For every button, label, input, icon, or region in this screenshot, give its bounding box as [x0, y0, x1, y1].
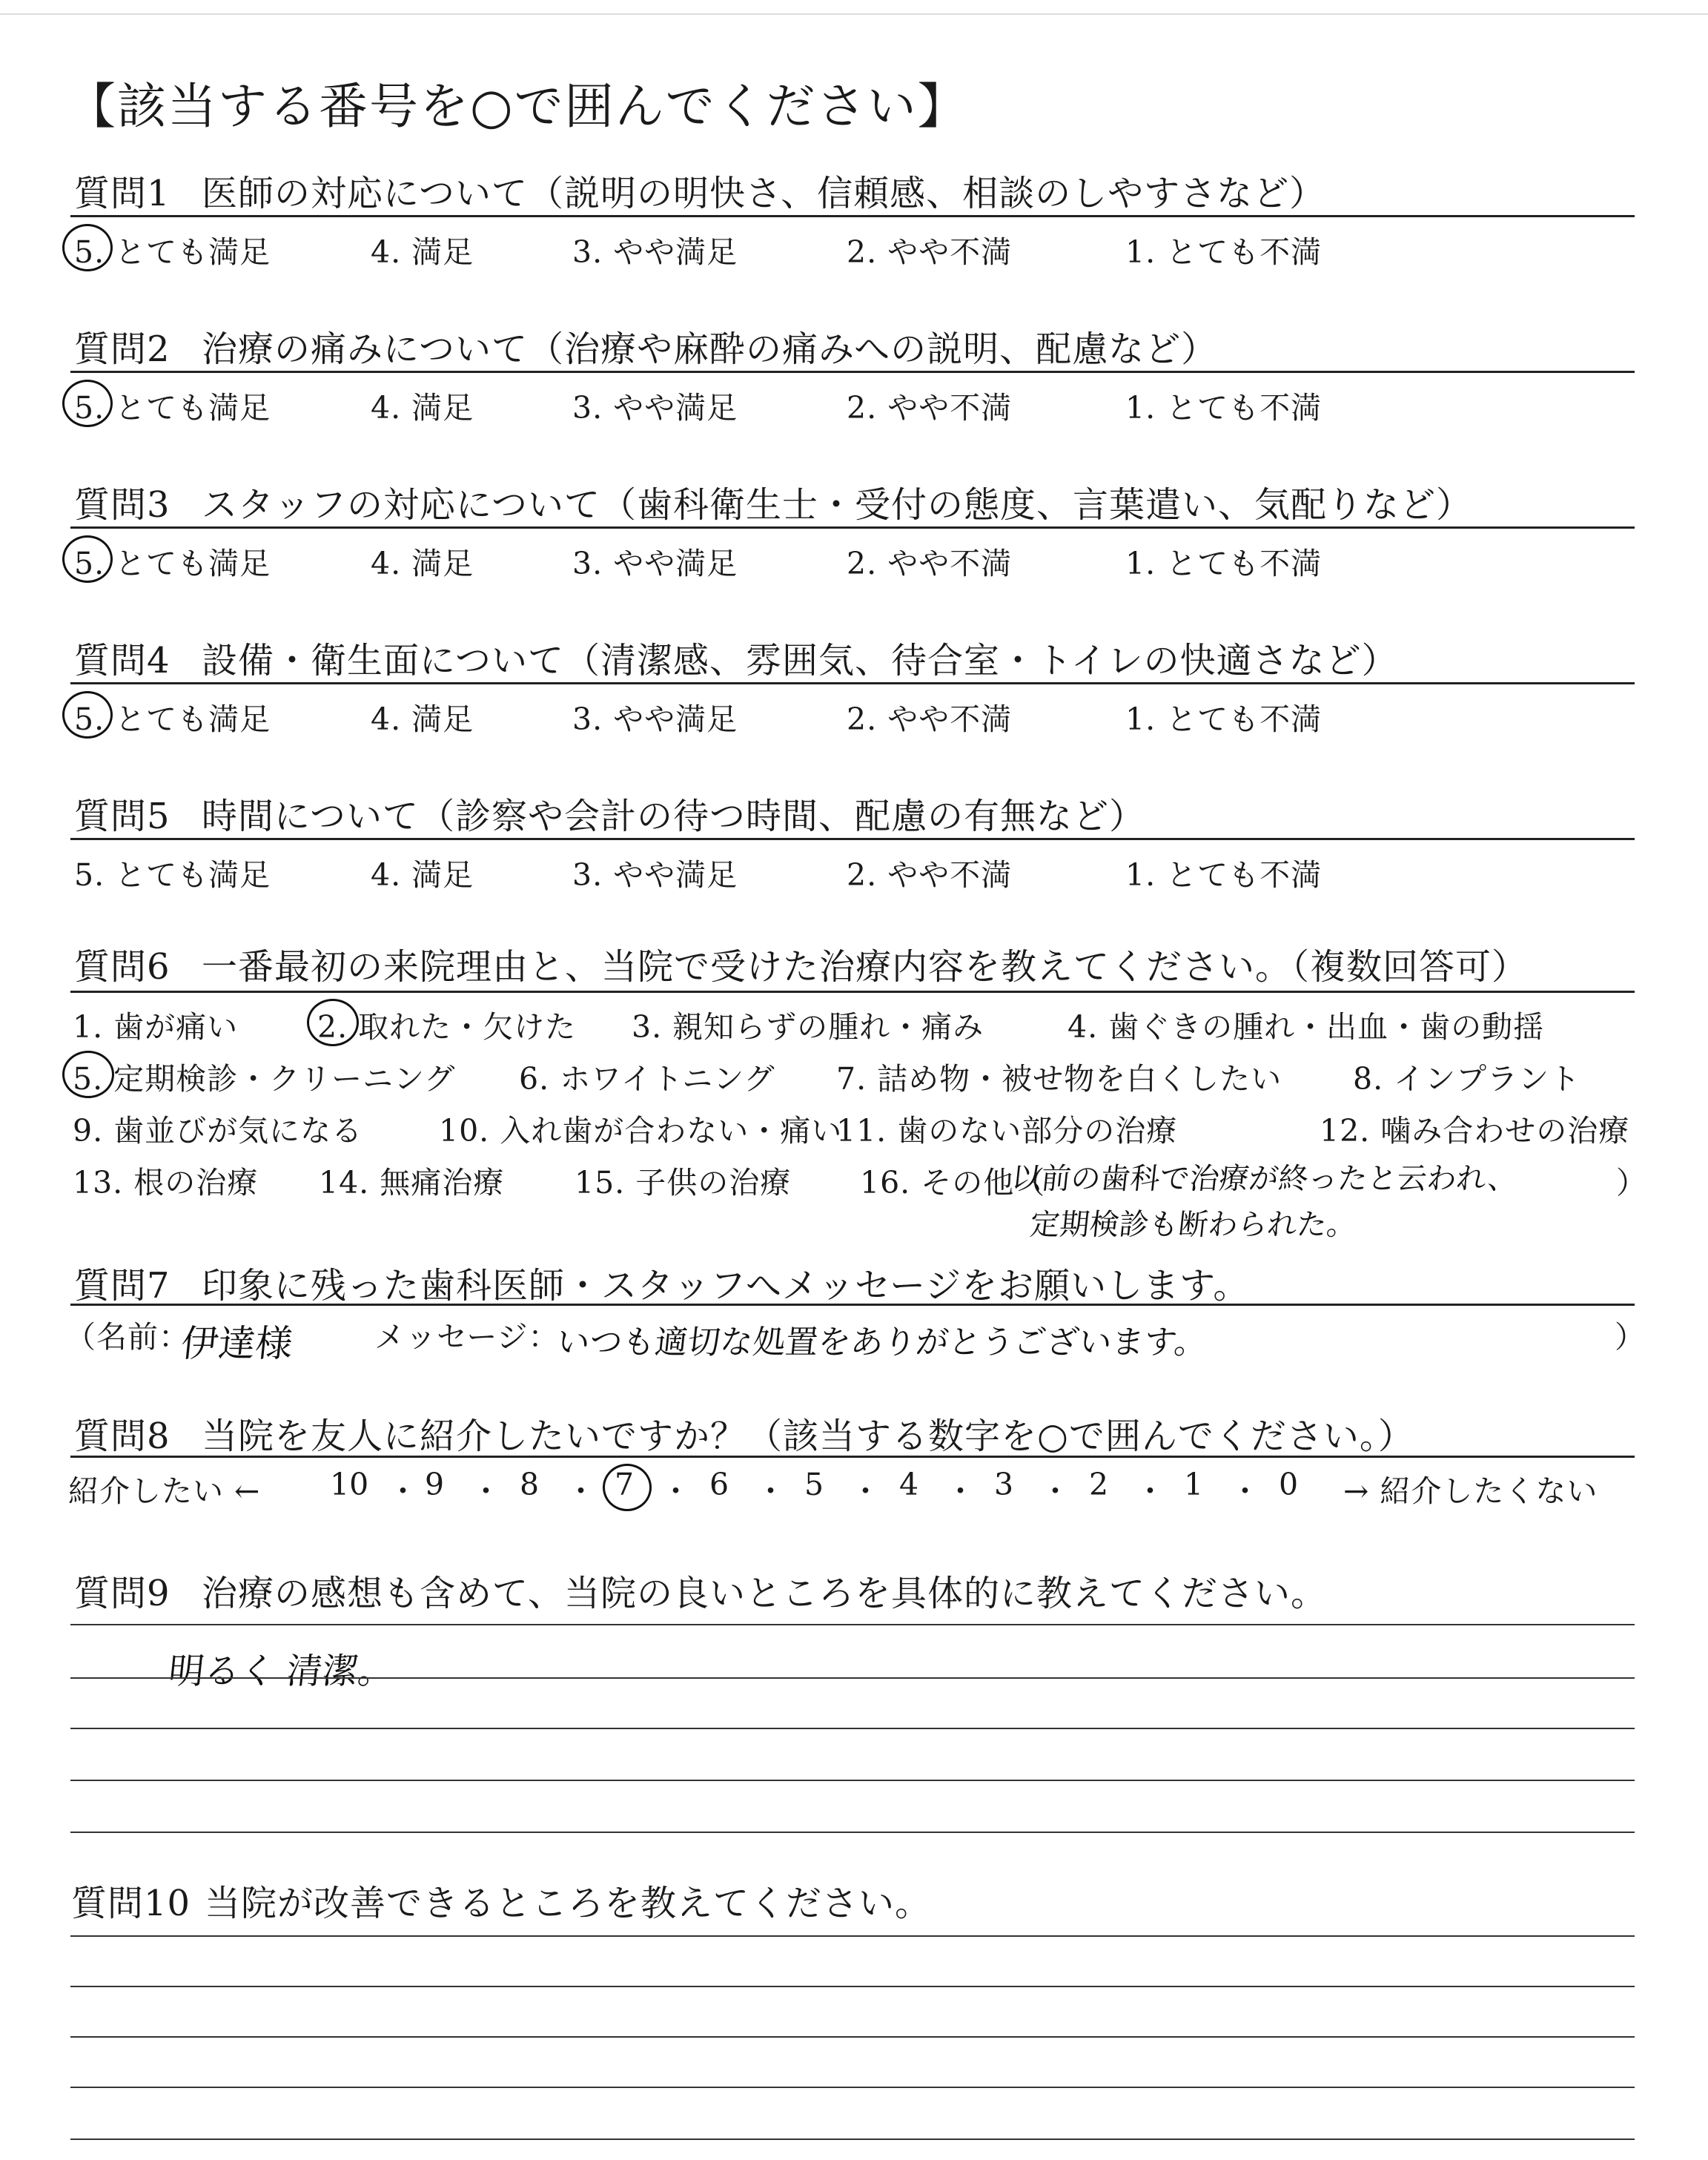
q6-option-15: 15. 子供の治療 — [575, 1165, 792, 1200]
q6-rule — [70, 991, 1635, 993]
q9-answer-handwriting: 明るく 清潔。 — [166, 1651, 396, 1692]
q3-option-2: 2. やや不満 — [847, 546, 1013, 581]
q8-text: 当院を友人に紹介したいですか？（該当する数字を○で囲んでください。） — [202, 1416, 1414, 1457]
q3-option-3: 3. やや満足 — [572, 546, 738, 581]
q6-option-14: 14. 無痛治療 — [319, 1165, 505, 1200]
q4-option-3: 3. やや満足 — [572, 701, 738, 737]
q4-label: 質問4 — [74, 640, 171, 681]
q6-option-9: 9. 歯並びが気になる — [73, 1113, 363, 1149]
q8-scale-7: 7 — [615, 1467, 635, 1502]
q7-label: 質問7 — [74, 1265, 171, 1307]
q8-scale-9: 9 — [425, 1467, 445, 1502]
q1-option-2: 2. やや不満 — [847, 234, 1013, 270]
q7-text: 印象に残った歯科医師・スタッフへメッセージをお願いします。 — [202, 1265, 1250, 1307]
q8-scale-dot-9: ・ — [1135, 1473, 1165, 1509]
page-top-edge — [0, 13, 1708, 15]
q4-option-4: 4. 満足 — [371, 701, 474, 737]
q9-line-3 — [70, 1728, 1635, 1729]
q4-option-1: 1. とても不満 — [1125, 701, 1323, 737]
q7-message-handwriting: いつも適切な処置をありがとうございます。 — [555, 1324, 1209, 1361]
q8-rule — [70, 1456, 1635, 1458]
q6-option-1: 1. 歯が痛い — [73, 1009, 239, 1045]
q6-selection-circle-5 — [62, 1051, 114, 1098]
q8-scale-dot-1: ・ — [388, 1473, 418, 1509]
q1-label: 質問1 — [74, 173, 171, 214]
q8-scale-dot-7: ・ — [945, 1473, 976, 1509]
q6-selection-circle-2 — [307, 999, 359, 1046]
q9-label: 質問9 — [74, 1573, 171, 1614]
q2-option-2: 2. やや不満 — [847, 390, 1013, 426]
q3-option-5: 5. とても満足 — [74, 546, 271, 581]
q10-line-5 — [70, 2138, 1635, 2140]
q10-line-1 — [70, 1935, 1635, 1937]
q8-scale-6: 6 — [709, 1467, 729, 1502]
q9-line-4 — [70, 1780, 1635, 1781]
q3-label: 質問3 — [74, 484, 171, 526]
q6-other-handwriting-1: 以前の歯科で治療が終ったと云われ、 — [1010, 1162, 1520, 1196]
q7-rule — [70, 1304, 1635, 1306]
q8-scale-8: 8 — [520, 1467, 540, 1502]
q8-scale-0: 0 — [1279, 1467, 1299, 1502]
q3-text: スタッフの対応について（歯科衛生士・受付の態度、言葉遣い、気配りなど） — [202, 484, 1473, 526]
q2-option-5: 5. とても満足 — [74, 390, 271, 426]
q6-option-13: 13. 根の治療 — [73, 1165, 259, 1200]
q8-scale-5: 5 — [804, 1467, 824, 1502]
q3-option-1: 1. とても不満 — [1125, 546, 1323, 581]
q9-line-1 — [70, 1624, 1635, 1625]
q10-text: 当院が改善できるところを教えてください。 — [205, 1883, 932, 1924]
q5-option-5: 5. とても満足 — [74, 857, 271, 893]
q8-scale-dot-3: ・ — [566, 1473, 596, 1509]
q6-option-12: 12. 噛み合わせの治療 — [1320, 1113, 1630, 1149]
q7-name-handwriting: 伊達様 — [179, 1322, 295, 1365]
q6-option-16: 16. その他（ — [860, 1165, 1046, 1200]
q6-option-5: 5. 定期検診・クリーニング — [73, 1061, 456, 1097]
q8-left-label: 紹介したい ← — [68, 1473, 261, 1509]
q7-message-prefix: メッセージ： — [374, 1319, 560, 1355]
q8-scale-1: 1 — [1184, 1467, 1204, 1502]
q7-close: ） — [1615, 1319, 1646, 1355]
q2-selection-circle — [62, 380, 113, 427]
q3-rule — [70, 526, 1635, 529]
q3-option-4: 4. 満足 — [371, 546, 474, 581]
q2-option-4: 4. 満足 — [371, 390, 474, 426]
q6-other-close: ） — [1616, 1165, 1647, 1200]
q6-option-11: 11. 歯のない部分の治療 — [836, 1113, 1178, 1149]
q4-selection-circle — [62, 691, 113, 739]
q2-option-1: 1. とても不満 — [1125, 390, 1323, 426]
q3-selection-circle — [62, 535, 113, 583]
q10-line-4 — [70, 2087, 1635, 2088]
q8-selection-circle — [603, 1464, 652, 1511]
q5-label: 質問5 — [74, 796, 171, 837]
q8-scale-3: 3 — [994, 1467, 1014, 1502]
q4-option-5: 5. とても満足 — [74, 701, 271, 737]
q6-other-handwriting-2: 定期検診も断わられた。 — [1028, 1208, 1359, 1242]
q10-label: 質問10 — [71, 1883, 191, 1924]
q9-line-2 — [70, 1677, 1635, 1679]
q8-scale-dot-5: ・ — [755, 1473, 786, 1509]
q8-right-label: → 紹介したくない — [1343, 1473, 1598, 1509]
q8-scale-dot-8: ・ — [1040, 1473, 1070, 1509]
q2-label: 質問2 — [74, 328, 171, 370]
q7-name-prefix: （名前： — [65, 1319, 190, 1355]
q5-option-1: 1. とても不満 — [1125, 857, 1323, 893]
q8-scale-dot-10: ・ — [1230, 1473, 1260, 1509]
q6-option-2: 2. 取れた・欠けた — [317, 1009, 577, 1045]
q1-option-3: 3. やや満足 — [572, 234, 738, 270]
q8-scale-2: 2 — [1089, 1467, 1109, 1502]
q1-option-5: 5. とても満足 — [74, 234, 271, 270]
q9-text: 治療の感想も含めて、当院の良いところを具体的に教えてください。 — [202, 1573, 1328, 1614]
q5-rule — [70, 838, 1635, 840]
q2-option-3: 3. やや満足 — [572, 390, 738, 426]
q4-option-2: 2. やや不満 — [847, 701, 1013, 737]
q8-scale-4: 4 — [899, 1467, 919, 1502]
q8-scale-dot-4: ・ — [661, 1473, 691, 1509]
q5-option-4: 4. 満足 — [371, 857, 474, 893]
q5-option-3: 3. やや満足 — [572, 857, 738, 893]
q8-label: 質問8 — [74, 1416, 171, 1457]
q1-selection-circle — [62, 224, 113, 271]
q6-label: 質問6 — [74, 946, 171, 988]
q5-option-2: 2. やや不満 — [847, 857, 1013, 893]
q8-scale-dot-2: ・ — [471, 1473, 501, 1509]
q1-rule — [70, 215, 1635, 217]
q1-option-4: 4. 満足 — [371, 234, 474, 270]
q8-scale-10: 10 — [330, 1467, 369, 1502]
q6-option-10: 10. 入れ歯が合わない・痛い — [439, 1113, 843, 1149]
q2-text: 治療の痛みについて（治療や麻酔の痛みへの説明、配慮など） — [202, 328, 1218, 370]
q4-text: 設備・衛生面について（清潔感、雰囲気、待合室・トイレの快適さなど） — [202, 640, 1398, 681]
q9-line-5 — [70, 1832, 1635, 1833]
q1-text: 医師の対応について（説明の明快さ、信頼感、相談のしやすさなど） — [202, 173, 1326, 214]
q6-option-3: 3. 親知らずの腫れ・痛み — [632, 1009, 984, 1045]
q4-rule — [70, 682, 1635, 684]
q8-scale-dot-6: ・ — [850, 1473, 881, 1509]
q6-option-6: 6. ホワイトニング — [519, 1061, 775, 1097]
q6-option-4: 4. 歯ぐきの腫れ・出血・歯の動揺 — [1068, 1009, 1545, 1045]
q6-option-8: 8. インプラント — [1353, 1061, 1581, 1097]
q10-line-3 — [70, 2036, 1635, 2038]
q6-option-7: 7. 詰め物・被せ物を白くしたい — [836, 1061, 1282, 1097]
q10-line-2 — [70, 1986, 1635, 1987]
q1-option-1: 1. とても不満 — [1125, 234, 1323, 270]
q6-text: 一番最初の来院理由と、当院で受けた治療内容を教えてください。（複数回答可） — [202, 946, 1529, 988]
page-title: 【該当する番号を○で囲んでください】 — [67, 78, 968, 135]
q5-text: 時間について（診察や会計の待つ時間、配慮の有無など） — [202, 796, 1146, 837]
q2-rule — [70, 371, 1635, 373]
